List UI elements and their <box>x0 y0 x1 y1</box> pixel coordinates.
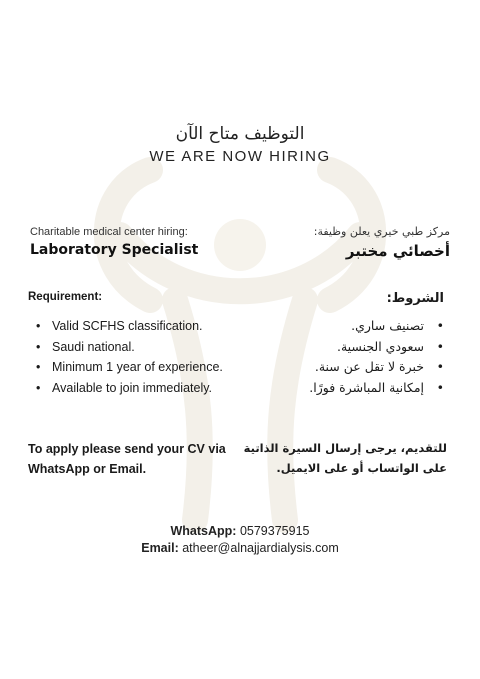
apply-line: على الواتساب أو على الايميل. <box>276 461 447 475</box>
whatsapp-number[interactable]: 0579375915 <box>239 524 310 538</box>
list-item: • Valid SCFHS classification. <box>36 318 223 339</box>
apply-instructions-ar <box>244 438 447 478</box>
email-contact <box>0 541 480 555</box>
list-item: • إمكانية المباشرة فورًا. <box>309 379 444 400</box>
list-item: • سعودي الجنسية. <box>309 338 444 359</box>
email-address[interactable]: atheer@alnajjardialysis.com <box>182 541 339 555</box>
list-item: • Saudi national. <box>36 339 223 360</box>
apply-instructions-en <box>28 439 226 479</box>
email-label: Email: <box>141 541 179 555</box>
list-item: • تصنيف ساري. <box>309 317 444 338</box>
job-title-ar: أخصائي مختبر <box>345 242 450 260</box>
title-arabic: التوظيف متاح الآن <box>175 124 305 144</box>
list-item: • خبرة لا تقل عن سنة. <box>309 358 444 379</box>
job-title-en: Laboratory Specialist <box>30 242 199 258</box>
requirements-list-en <box>36 318 223 400</box>
requirements-heading-ar: الشروط: <box>386 291 444 306</box>
requirements-heading-en: Requirement: <box>28 291 103 303</box>
apply-line: WhatsApp or Email. <box>28 462 147 476</box>
whatsapp-label: WhatsApp: <box>170 524 237 538</box>
apply-line: To apply please send your CV via <box>28 442 226 456</box>
list-item: • Minimum 1 year of experience. <box>36 359 223 380</box>
requirements-list-ar <box>309 317 444 399</box>
list-item: • Available to join immediately. <box>36 380 223 401</box>
hiring-intro-ar: مركز طبي خيري يعلن وظيفة: <box>313 225 450 238</box>
apply-line: للتقديم، يرجى إرسال السيرة الذاتية <box>243 441 447 455</box>
whatsapp-contact <box>0 524 480 538</box>
title-english: WE ARE NOW HIRING <box>149 148 331 165</box>
hiring-intro-en: Charitable medical center hiring: <box>30 226 188 238</box>
